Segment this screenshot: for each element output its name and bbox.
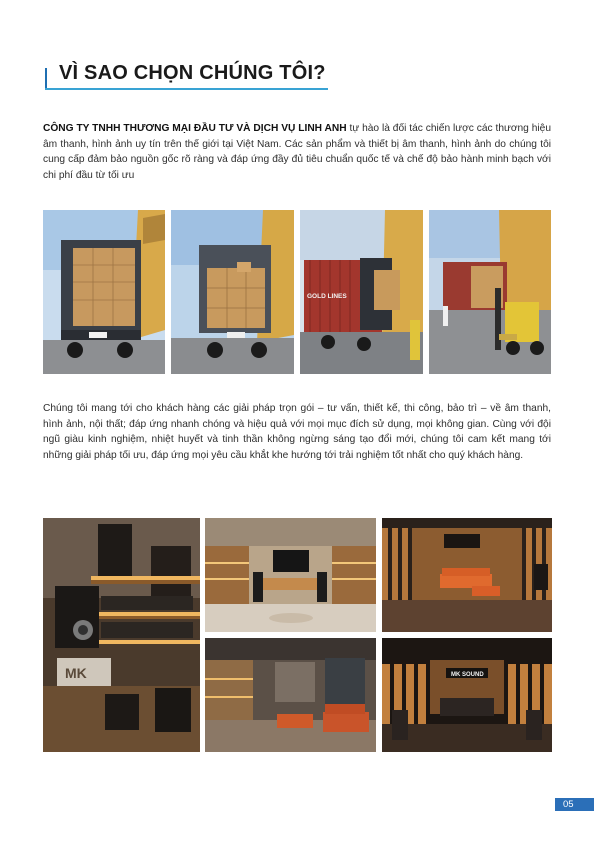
title-underline: [45, 88, 328, 90]
showroom-photo-large: [43, 518, 200, 752]
showroom-photo-tv-wall: [205, 518, 376, 632]
container-photo-2: [171, 210, 294, 374]
container-photo-1: [43, 210, 165, 374]
container-photo-3: [300, 210, 423, 374]
showroom-photo-lounge: [382, 518, 552, 632]
page-number-tag: [555, 798, 594, 811]
showroom-photo-cinema: [382, 638, 552, 752]
page-title: VÌ SAO CHỌN CHÚNG TÔI?: [59, 62, 326, 84]
section-heading: [45, 62, 328, 90]
container-photo-4: [429, 210, 551, 374]
page-number: 05: [563, 799, 574, 810]
company-name: CÔNG TY TNHH THƯƠNG MẠI ĐẦU TƯ VÀ DỊCH VỤ LINH ANH: [43, 123, 347, 134]
container-label: GOLD LINES: [307, 293, 347, 300]
intro-text: tự hào là đối tác chiến lược các thương hiệu âm thanh, hình ảnh uy tín trên thế giới tại Việt Nam. Các sản phẩm và thiết bị âm thanh, hình ảnh do chúng tôi cung cấp đảm bảo nguồn gốc rõ ràng và đáp ứng đầy đủ tiêu chuẩn quốc tế và chế độ bảo hành minh bạch với chi phí đầu từ tối ưu: [43, 123, 551, 182]
showroom-photo-sofa: [205, 638, 376, 752]
title-accent-bar: [45, 68, 47, 89]
cinema-sign: MK SOUND: [451, 672, 484, 678]
services-paragraph: Chúng tôi mang tới cho khách hàng các giải pháp trọn gói – tư vấn, thiết kế, thi công, bảo trì – về âm thanh, hình ảnh, nội thất; đáp ứng nhanh chóng và hiệu quả với mọi mục đích sử dụng, mọi không gian. Cùng với đội ngũ giàu kinh nghiệm, nhiệt huyết và tinh thần không ngừng sáng tạo đổi mới, chúng tôi cam kết mang tới những giải pháp tối ưu, đáp ứng mọi yêu cầu khắt khe hướng tới trải nghiệm tốt nhất cho quý khách hàng.: [43, 403, 551, 462]
intro-paragraph: [43, 121, 551, 184]
showroom-brand-mark: MK: [65, 665, 87, 681]
